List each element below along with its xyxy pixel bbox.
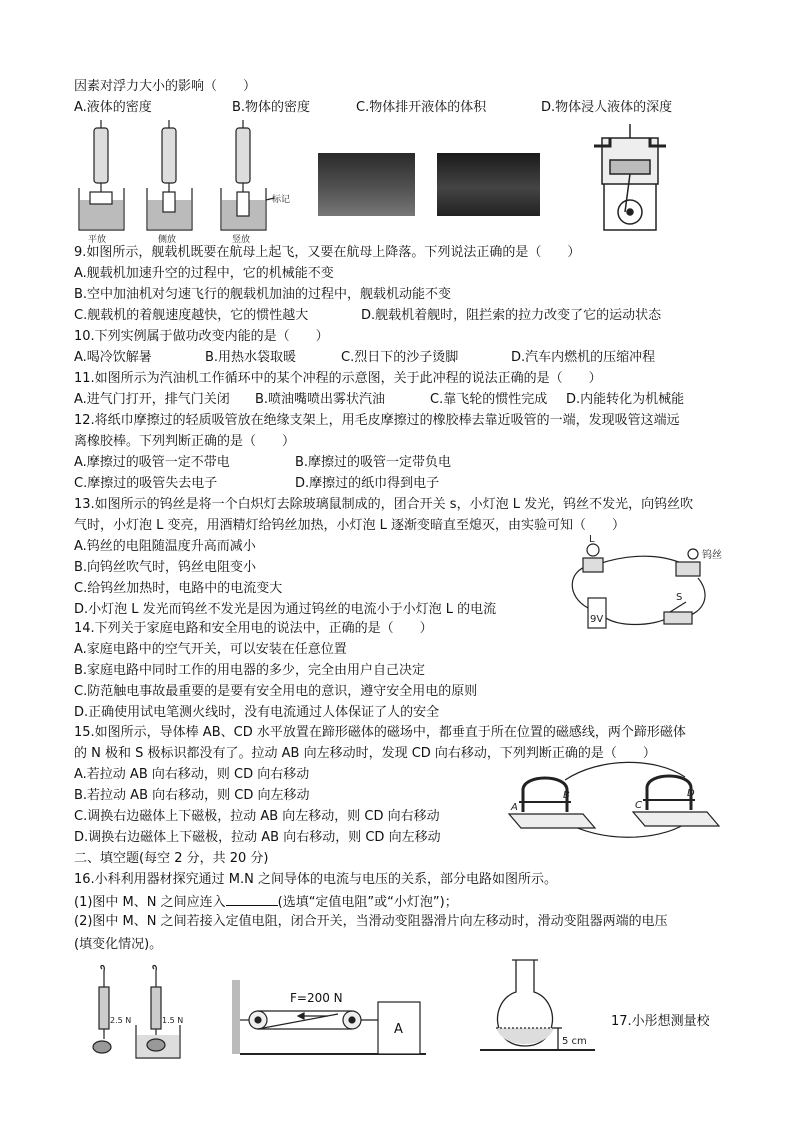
- scale2-reading: 1.5 N: [162, 1016, 184, 1025]
- block-a-label: A: [394, 1022, 403, 1037]
- q16-part1-text-a: (1)图中 M、N 之间应连入: [74, 895, 226, 910]
- q15-stem-line2: 的 N 极和 S 极标识都没有了。拉动 AB 向左移动时，发现 CD 向右移动，下列判断正确的是（ ）: [74, 746, 656, 761]
- q8-stem-tail: 因素对浮力大小的影响（ ）: [74, 79, 257, 94]
- q15-option-b: B.若拉动 AB 向右移动，则 CD 向左移动: [74, 788, 310, 803]
- carrier-takeoff-photo: [318, 153, 415, 216]
- q12-stem-line2: 离橡胶棒。下列判断正确的是（ ）: [74, 434, 296, 449]
- q14-option-d: D.正确使用试电笔测火线时，没有电流通过人体保证了人的安全: [74, 705, 440, 720]
- q10-option-d: D.汽车内燃机的压缩冲程: [511, 350, 656, 365]
- label-switch-s: S: [676, 592, 683, 603]
- q9-option-a: A.舰载机加速升空的过程中，它的机械能不变: [74, 266, 334, 281]
- q9-option-b: B.空中加油机对匀速飞行的舰载机加油的过程中，舰载机动能不变: [74, 287, 452, 302]
- label-upright: 竖放: [232, 235, 251, 245]
- q13-option-b: B.向钨丝吹气时，钨丝电阻变小: [74, 560, 257, 575]
- q11-option-a: A.进气门打开，排气门关闭: [74, 392, 230, 407]
- q10-option-b: B.用热水袋取暖: [205, 350, 297, 365]
- label-bulb-l: L: [589, 534, 595, 545]
- q12-option-a: A.摩擦过的吸管一定不带电: [74, 455, 230, 470]
- q16-part1: [74, 892, 458, 912]
- scale1-reading: 2.5 N: [110, 1016, 132, 1025]
- carrier-landing-photo: [437, 153, 540, 216]
- q13-option-d: D.小灯泡 L 发光而钨丝不发光是因为通过钨丝的电流小于小灯泡 L 的电流: [74, 602, 497, 617]
- label-battery: 9V: [590, 614, 604, 625]
- q11-option-d: D.内能转化为机械能: [566, 392, 685, 407]
- spring-scale-stone-figure: [84, 965, 194, 1060]
- q8-option-b: B.物体的密度: [232, 100, 311, 115]
- q8-option-d: D.物体浸人液体的深度: [541, 100, 673, 115]
- q10-stem: 10.下列实例属于做功改变内能的是（ ）: [74, 329, 329, 344]
- q13-option-a: A.钨丝的电阻随温度升高而减小: [74, 539, 256, 554]
- q13-stem-line2: 气时，小灯泡 L 变亮，用酒精灯给钨丝加热，小灯泡 L 逐渐变暗直至熄灭，由实验可知（ ）: [74, 518, 626, 533]
- q8-option-c: C.物体排开液体的体积: [356, 100, 487, 115]
- q9-stem: 9.如图所示，舰载机既要在航母上起飞，又要在航母上降落。下列说法正确的是（ ）: [74, 245, 581, 260]
- q17-stem-start: 17.小彤想测量校: [611, 1014, 710, 1029]
- q13-option-c: C.给钨丝加热时，电路中的电流变大: [74, 581, 283, 596]
- q11-stem: 11.如图所示为汽油机工作循环中的某个冲程的示意图，关于此冲程的说法正确的是（ ）: [74, 371, 602, 386]
- q15-option-a: A.若拉动 AB 向右移动，则 CD 向右移动: [74, 767, 310, 782]
- height-label: 5 cm: [562, 1036, 587, 1047]
- label-flat: 平放: [88, 235, 107, 245]
- q12-option-b: B.摩擦过的吸管一定带负电: [295, 455, 452, 470]
- tungsten-circuit-figure: [558, 536, 728, 636]
- flask-figure: [480, 958, 600, 1056]
- q14-option-a: A.家庭电路中的空气开关，可以安装在任意位置: [74, 642, 347, 657]
- buoyancy-experiment-figure: [74, 120, 294, 245]
- q12-option-d: D.摩擦过的纸巾得到电子: [295, 476, 440, 491]
- q16-part2-line2: [74, 934, 162, 954]
- q16-part2-text-b: (填变化情况)。: [74, 937, 163, 952]
- section-fill-blank-heading: 二、填空题(每空 2 分，共 20 分): [74, 851, 269, 866]
- q11-option-b: B.喷油嘴喷出雾状汽油: [255, 392, 386, 407]
- label-side: 侧放: [158, 235, 177, 245]
- label-a: A: [511, 802, 518, 813]
- q12-stem-line1: 12.将纸巾摩擦过的轻质吸管放在绝缘支架上，用毛皮摩擦过的橡胶棒去靠近吸管的一端，发现吸管这端远: [74, 413, 680, 428]
- q9-option-c: C.舰载机的着舰速度越快，它的惯性越大: [74, 308, 309, 323]
- force-label: F=200 N: [290, 991, 343, 1005]
- pulley-block-figure: [228, 980, 428, 1058]
- q16-stem: 16.小科利用器材探究通过 M.N 之间导体的电流与电压的关系，部分电路如图所示。: [74, 872, 558, 887]
- q14-option-b: B.家庭电路中同时工作的用电器的多少，完全由用户自己决定: [74, 663, 426, 678]
- q14-stem: 14.下列关于家庭电路和安全用电的说法中，正确的是（ ）: [74, 621, 433, 636]
- q11-option-c: C.靠飞轮的惯性完成: [430, 392, 548, 407]
- label-mark: 标记: [272, 195, 291, 205]
- q16-answer-blank-1[interactable]: [226, 892, 278, 906]
- q9-option-d: D.舰载机着舰时，阻拦索的拉力改变了它的运动状态: [361, 308, 662, 323]
- q8-option-a: A.液体的密度: [74, 100, 152, 115]
- label-c: C: [635, 800, 642, 811]
- q16-part2-line1: (2)图中 M、N 之间若接入定值电阻，闭合开关，当滑动变阻器滑片向左移动时，滑动变阻器两端的电压: [74, 914, 668, 929]
- q15-option-c: C.调换右边磁体上下磁极，拉动 AB 向左移动，则 CD 向右移动: [74, 809, 440, 824]
- q13-stem-line1: 13.如图所示的钨丝是将一个白炽灯去除玻璃鼠制成的，团合开关 s，小灯泡 L 发光，钨丝不发光，向钨丝吹: [74, 497, 694, 512]
- label-d: D: [687, 788, 695, 799]
- magnet-rods-figure: [505, 762, 730, 840]
- label-b: B: [563, 790, 570, 801]
- engine-stroke-figure: [590, 120, 670, 240]
- q15-stem-line1: 15.如图所示，导体棒 AB、CD 水平放置在蹄形磁体的磁场中，都垂直于所在位置的磁感线，两个蹄形磁体: [74, 725, 686, 740]
- q15-option-d: D.调换右边磁体上下磁极，拉动 AB 向右移动，则 CD 向左移动: [74, 830, 441, 845]
- q16-part1-text-b: (选填“定值电阻”或“小灯泡”)；: [277, 895, 458, 910]
- q10-option-c: C.烈日下的沙子烫脚: [341, 350, 459, 365]
- q12-option-c: C.摩擦过的吸管失去电子: [74, 476, 218, 491]
- q14-option-c: C.防范触电事故最重要的是要有安全用电的意识，遵守安全用电的原则: [74, 684, 478, 699]
- q10-option-a: A.喝冷饮解暑: [74, 350, 152, 365]
- label-tungsten: 钨丝: [702, 550, 722, 561]
